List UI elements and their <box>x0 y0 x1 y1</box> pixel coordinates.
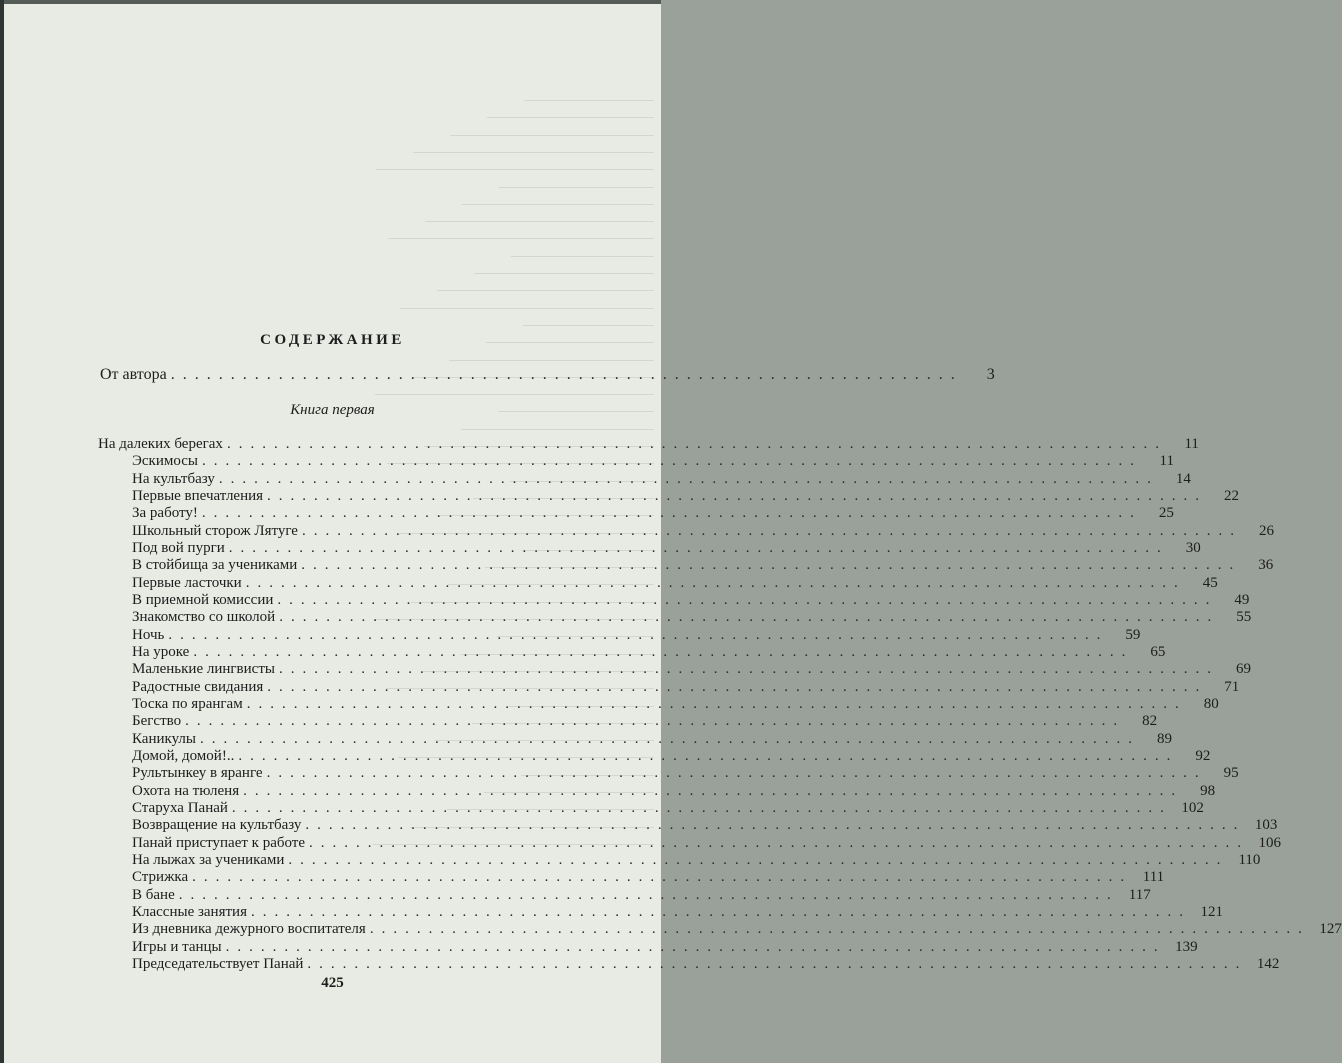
dot-leader: ................................................................................ <box>369 921 1310 938</box>
dot-leader: ................................................................................ <box>193 643 1134 660</box>
dot-leader: ................................................................................ <box>309 834 1250 851</box>
toc-entry-title: На культбазу <box>132 470 215 487</box>
toc-entry-title: Бегство <box>132 713 182 730</box>
toc-entry-page: 36 <box>1258 557 1274 574</box>
dot-leader: ................................................................................ <box>250 903 1191 920</box>
toc-entry-title: Игры и танцы <box>132 938 222 955</box>
dot-leader: ................................................................................ <box>168 626 1109 643</box>
show-through-line <box>425 221 654 222</box>
dot-leader: ................................................................................ <box>266 765 1207 782</box>
toc-entry-page: 30 <box>1185 539 1201 556</box>
toc-entry[interactable] <box>98 470 1191 488</box>
toc-entry[interactable] <box>98 487 1240 505</box>
toc-entry-page: 14 <box>1175 470 1191 487</box>
toc-entry-page: 106 <box>1258 834 1282 851</box>
dot-leader: ................................................................................ <box>246 695 1187 712</box>
toc-entry[interactable] <box>98 626 1141 644</box>
toc-entry[interactable] <box>98 834 1282 852</box>
toc-entry-page: 95 <box>1223 765 1239 782</box>
dot-leader: .................................................................. <box>170 366 963 383</box>
toc-entry-page: 71 <box>1224 678 1240 695</box>
show-through-line <box>388 238 654 239</box>
dot-leader: ................................................................................ <box>267 487 1208 504</box>
book-page <box>4 4 1342 1063</box>
toc-entry[interactable] <box>98 436 1199 453</box>
show-through-line <box>437 290 654 291</box>
dot-leader: ................................................................................ <box>225 938 1166 955</box>
dot-leader: ................................................................................ <box>301 522 1242 539</box>
toc-entry-author[interactable] <box>100 366 995 384</box>
toc-entry-title: В приемной комиссии <box>132 591 274 608</box>
toc-entry-title: От автора <box>100 366 167 383</box>
toc-entry-page: 110 <box>1238 851 1261 868</box>
toc-entry[interactable] <box>98 661 1251 678</box>
book-title: Книга первая <box>290 402 375 418</box>
show-through-line <box>450 135 654 136</box>
show-through-line <box>376 169 654 170</box>
toc-entry-title: Старуха Панай <box>132 799 228 816</box>
dot-leader: ................................................................................ <box>267 678 1208 695</box>
toc-entry-page: 80 <box>1203 695 1219 712</box>
toc-entry[interactable] <box>98 695 1219 713</box>
page-title: СОДЕРЖАНИЕ <box>260 332 405 348</box>
toc-entry-title: Домой, домой!.. <box>132 747 235 764</box>
show-through-line <box>487 117 654 118</box>
toc-entry[interactable] <box>98 522 1274 540</box>
toc-entry[interactable] <box>98 591 1250 609</box>
toc-entry-title: Панай приступает к работе <box>132 834 306 851</box>
toc-entry-page: 3 <box>986 366 995 383</box>
dot-leader: ................................................................................ <box>200 730 1140 747</box>
toc-entry-page: 11 <box>1159 453 1174 470</box>
toc-entry-page: 26 <box>1258 522 1274 539</box>
show-through-line <box>499 187 654 188</box>
toc-entry-page: 89 <box>1157 730 1172 747</box>
dot-leader: ................................................................................ <box>243 782 1184 799</box>
toc-entry-title: Тоска по ярангам <box>132 695 243 712</box>
toc-entry[interactable] <box>98 730 1172 748</box>
show-through-line <box>511 256 654 257</box>
toc-entry[interactable] <box>98 817 1278 834</box>
toc-entry[interactable] <box>98 903 1223 921</box>
toc-entry-title: Под вой пурги <box>132 539 225 556</box>
table-of-contents <box>98 436 1342 973</box>
toc-entry[interactable] <box>98 765 1239 782</box>
dot-leader: ................................................................................ <box>231 799 1172 816</box>
toc-entry[interactable] <box>98 539 1201 557</box>
toc-entry-page: 45 <box>1202 574 1218 591</box>
toc-entry-title: Эскимосы <box>132 453 198 470</box>
toc-entry[interactable] <box>98 869 1165 886</box>
toc-entry-title: Возвращение на культбазу <box>132 817 302 834</box>
toc-entry-title: Стрижка <box>132 869 189 886</box>
toc-entry-page: 117 <box>1128 886 1151 903</box>
toc-entry-title: Каникулы <box>132 730 196 747</box>
dot-leader: ................................................................................ <box>245 574 1186 591</box>
toc-entry-title: Школьный сторож Лятуге <box>132 522 298 539</box>
dot-leader: ................................................................................ <box>192 869 1133 886</box>
toc-entry-title: За работу! <box>132 505 198 522</box>
dot-leader: ................................................................................ <box>201 505 1142 522</box>
toc-entry[interactable] <box>98 938 1198 956</box>
toc-entry-title: На уроке <box>132 643 190 660</box>
show-through-line <box>375 394 654 395</box>
toc-entry-page: 22 <box>1224 487 1240 504</box>
toc-entry[interactable] <box>98 713 1158 730</box>
toc-entry[interactable] <box>98 782 1216 800</box>
toc-entry-page: 25 <box>1158 505 1174 522</box>
toc-entry-page: 82 <box>1142 713 1158 730</box>
toc-entry-title: Классные занятия <box>132 903 247 920</box>
dot-leader: ................................................................................ <box>178 886 1119 903</box>
toc-entry-page: 11 <box>1184 436 1199 452</box>
dot-leader: ................................................................................ <box>307 955 1248 972</box>
dot-leader: ................................................................................ <box>218 470 1159 487</box>
toc-entry-page: 102 <box>1181 799 1204 816</box>
toc-entry-page: 92 <box>1195 747 1211 764</box>
toc-entry[interactable] <box>98 799 1204 817</box>
dot-leader: ................................................................................ <box>301 557 1242 574</box>
page-number: 425 <box>321 975 344 991</box>
toc-entry-page: 59 <box>1125 626 1141 643</box>
toc-entry[interactable] <box>98 453 1174 470</box>
toc-entry-title: Рультынкеу в яранге <box>132 765 263 782</box>
toc-entry-page: 49 <box>1234 591 1250 608</box>
toc-entry-title: На далеких берегах <box>98 436 223 452</box>
toc-entry-title: Знакомство со школой <box>132 609 276 626</box>
toc-entry[interactable] <box>98 886 1151 904</box>
toc-entry-page: 139 <box>1175 938 1198 955</box>
show-through-line <box>474 273 654 274</box>
toc-entry-title: Радостные свидания <box>132 678 264 695</box>
toc-entry-title: Председательствует Панай <box>132 955 304 972</box>
show-through-line <box>413 152 654 153</box>
dot-leader: ................................................................................ <box>288 851 1229 868</box>
toc-entry-page: 103 <box>1254 817 1278 834</box>
toc-entry-page: 142 <box>1256 955 1280 972</box>
toc-entry-page: 127 <box>1319 921 1342 938</box>
toc-entry-title: Охота на тюленя <box>132 782 240 799</box>
toc-entry-title: На лыжах за учениками <box>132 851 285 868</box>
toc-entry[interactable] <box>98 921 1342 938</box>
toc-entry-title: Маленькие лингвисты <box>132 661 275 678</box>
show-through-line <box>524 100 654 101</box>
toc-entry[interactable] <box>98 643 1166 661</box>
toc-entry[interactable] <box>98 851 1261 869</box>
toc-entry[interactable] <box>98 505 1174 522</box>
toc-entry-page: 65 <box>1150 643 1166 660</box>
toc-entry-title: Из дневника дежурного воспитателя <box>132 921 366 938</box>
toc-entry[interactable] <box>98 557 1274 574</box>
show-through-line <box>461 429 654 430</box>
toc-entry-page: 69 <box>1235 661 1251 678</box>
toc-entry-page: 55 <box>1236 609 1252 626</box>
toc-entry[interactable] <box>98 955 1280 973</box>
dot-leader: ................................................................................ <box>305 817 1246 834</box>
toc-entry-title: Ночь <box>132 626 165 643</box>
show-through-line <box>462 204 654 205</box>
toc-entry[interactable] <box>98 609 1252 626</box>
toc-entry-page: 111 <box>1142 869 1165 886</box>
toc-entry[interactable] <box>98 678 1240 696</box>
dot-leader: ................................................................................ <box>228 539 1169 556</box>
toc-entry-page: 98 <box>1200 782 1216 799</box>
dot-leader: ................................................................................ <box>201 453 1142 470</box>
toc-entry[interactable] <box>98 747 1211 765</box>
toc-entry-title: Первые ласточки <box>132 574 242 591</box>
toc-entry-title: Первые впечатления <box>132 487 264 504</box>
dot-leader: ................................................................................ <box>226 436 1167 452</box>
show-through-line <box>523 325 654 326</box>
dot-leader: ................................................................................ <box>277 591 1218 608</box>
toc-entry-page: 121 <box>1200 903 1223 920</box>
dot-leader: ................................................................................ <box>238 747 1179 764</box>
show-through-line <box>449 360 654 361</box>
dot-leader: ................................................................................ <box>185 713 1126 730</box>
toc-entry-title: В бане <box>132 886 175 903</box>
dot-leader: ................................................................................ <box>279 609 1220 626</box>
show-through-line <box>400 308 654 309</box>
toc-entry-title: В стойбища за учениками <box>132 557 298 574</box>
toc-entry[interactable] <box>98 574 1218 592</box>
dot-leader: ................................................................................ <box>278 661 1219 678</box>
